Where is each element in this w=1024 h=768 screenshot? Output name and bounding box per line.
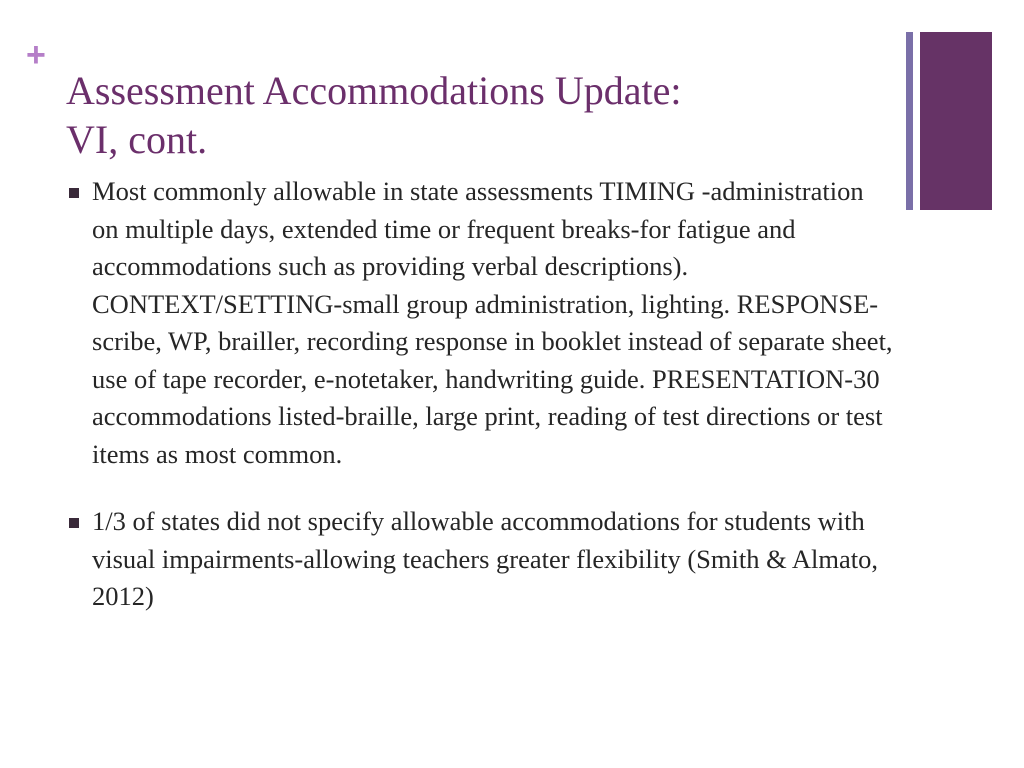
square-bullet-icon (69, 518, 79, 528)
slide-title-line-1: Assessment Accommodations Update: (66, 68, 682, 113)
bullet-text-2: 1/3 of states did not specify allowable accommodations for students with visual impairments-allowing teachers greater flexibility (Smith & Almato, 2012) (92, 506, 878, 611)
slide-title (66, 66, 886, 164)
slide-title-line-2: VI, cont. (66, 117, 208, 162)
decorative-thin-bar (906, 32, 913, 210)
square-bullet-icon (69, 188, 79, 198)
decorative-thick-bar (920, 32, 992, 210)
bullet-list (66, 173, 896, 616)
bullet-text-1: Most commonly allowable in state assessments TIMING -administration on multiple days, extended time or frequent breaks-for fatigue and accommodations such as providing verbal descriptions). CONTEXT/SETTING-small group administration, lighting. RESPONSE-scribe, WP, brailler, recording response in booklet instead of separate sheet, use of tape recorder, e-notetaker, handwriting guide. PRESENTATION-30 accommodations listed-braille, large print, reading of test directions or test items as most common. (92, 176, 893, 469)
bullet-item-2 (66, 503, 896, 616)
plus-icon: + (26, 36, 46, 74)
bullet-item-1 (66, 173, 896, 473)
